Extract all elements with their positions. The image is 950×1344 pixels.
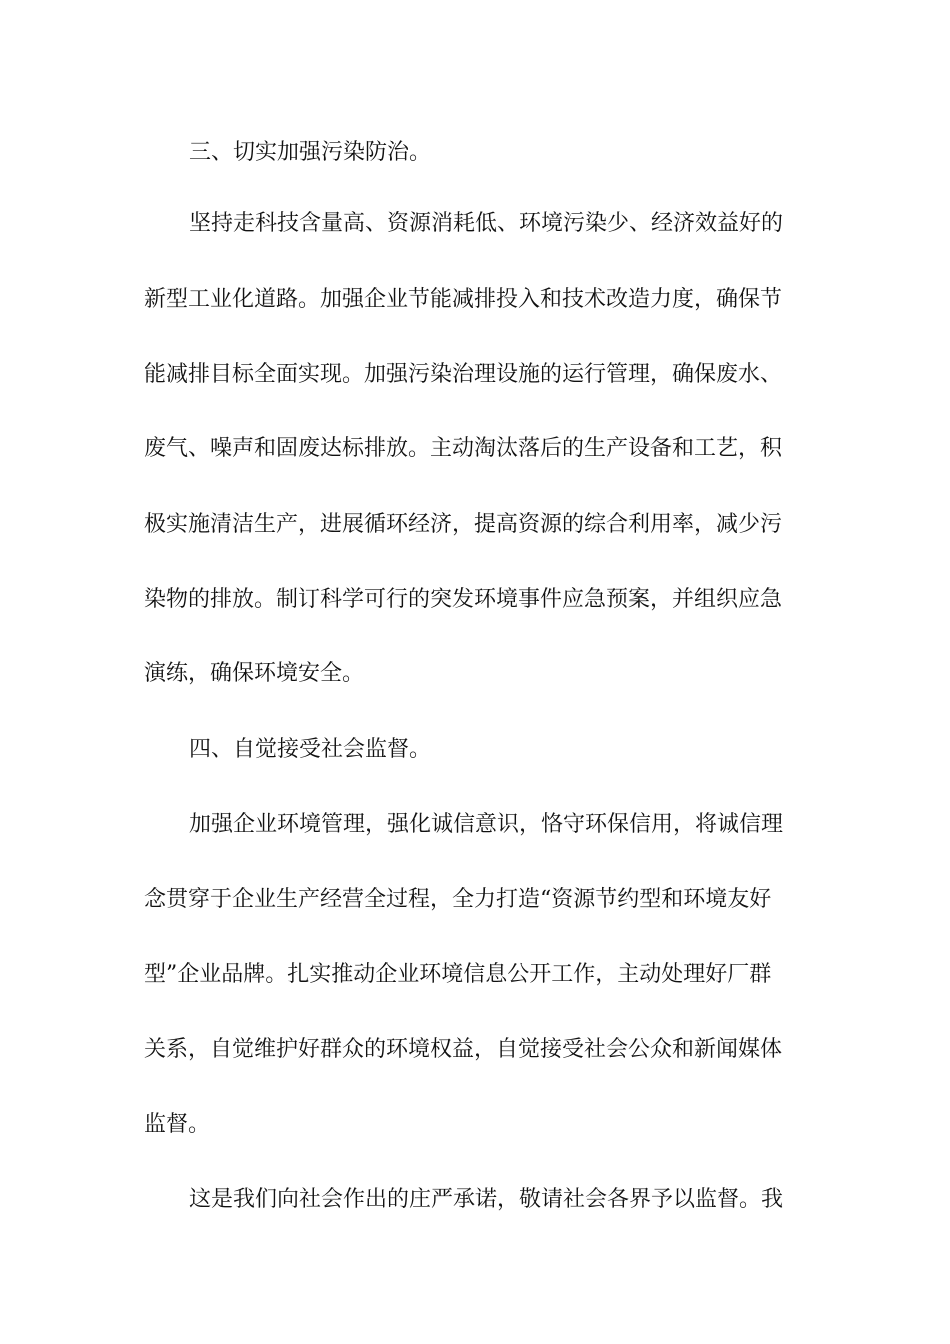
paragraph-line: 监督。 — [144, 1112, 211, 1137]
paragraph-line: 关系，自觉维护好群众的环境权益，自觉接受社会公众和新闻媒体 — [144, 1037, 783, 1062]
paragraph-line: 废气、噪声和固废达标排放。主动淘汰落后的生产设备和工艺，积 — [144, 436, 783, 461]
paragraph-line: 加强企业环境管理，强化诚信意识，恪守环保信用，将诚信理 — [189, 812, 784, 837]
paragraph-line: 能减排目标全面实现。加强污染治理设施的运行管理，确保废水、 — [144, 362, 783, 387]
paragraph-line: 染物的排放。制订科学可行的突发环境事件应急预案，并组织应急 — [144, 587, 783, 612]
paragraph-line: 演练，确保环境安全。 — [144, 661, 365, 686]
section-heading-4: 四、自觉接受社会监督。 — [189, 737, 432, 762]
paragraph-line: 新型工业化道路。加强企业节能减排投入和技术改造力度，确保节 — [144, 287, 783, 312]
paragraph-line: 念贯穿于企业生产经营全过程，全力打造“资源节约型和环境友好 — [144, 887, 772, 912]
paragraph-line: 坚持走科技含量高、资源消耗低、环境污染少、经济效益好的 — [189, 211, 784, 236]
section-heading-3: 三、切实加强污染防治。 — [189, 140, 432, 165]
paragraph-line: 极实施清洁生产，进展循环经济，提高资源的综合利用率，减少污 — [144, 512, 783, 537]
paragraph-line: 这是我们向社会作出的庄严承诺，敬请社会各界予以监督。我 — [189, 1187, 784, 1212]
paragraph-line: 型”企业品牌。扎实推动企业环境信息公开工作，主动处理好厂群 — [144, 962, 772, 987]
